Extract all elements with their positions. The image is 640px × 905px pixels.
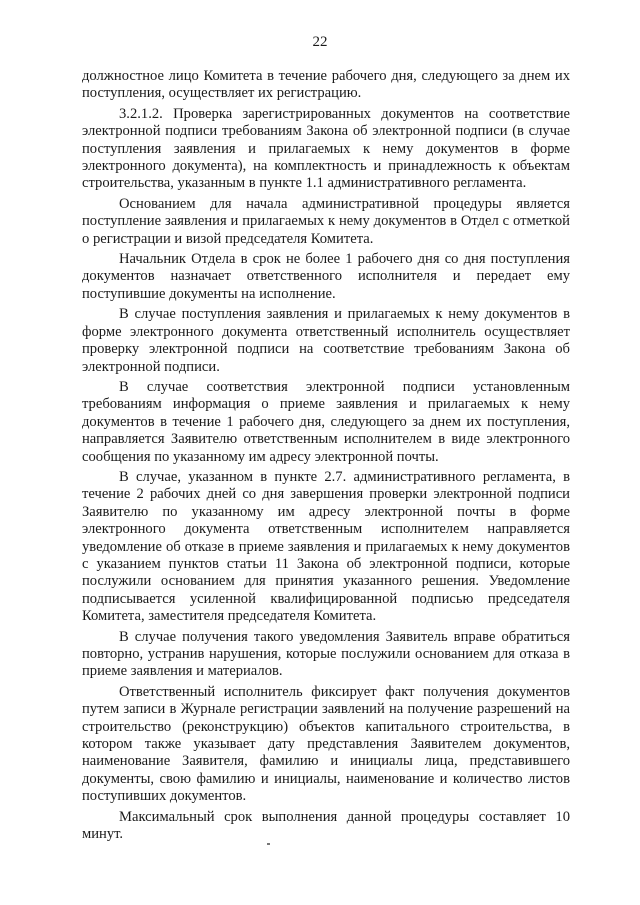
paragraph-reapplication: В случае получения такого уведомления Заявитель вправе обратиться повторно, устранив нарушения, которые послужили основанием для отказа в приеме заявления и материалов. xyxy=(82,628,570,680)
paragraph-procedure-basis: Основанием для начала административной процедуры является поступление заявления и прилагаемых к нему документов в Отдел с отметкой о регистрации и визой председателя Комитета. xyxy=(82,195,570,247)
paragraph-acceptance-notice: В случае соответствия электронной подписи установленным требованиям информация о приеме заявления и прилагаемых к нему документов в течение 1 рабочего дня, следующего за днем их поступления, направляется Заявителю ответственным исполнителем в виде электронного сообщения по указанному им адресу электронной почты. xyxy=(82,378,570,465)
paragraph-3-2-1-2-verification: 3.2.1.2. Проверка зарегистрированных документов на соответствие электронной подписи требованиям Закона об электронной подписи (в случае поступления заявления и прилагаемых к нему документов в форме электронного документа), на комплектность и принадлежность к объектам строительства, указанным в пункте 1.1 административного регламента. xyxy=(82,105,570,192)
paragraph-signature-check: В случае поступления заявления и прилагаемых к нему документов в форме электронного документа ответственный исполнитель осуществляет проверку электронной подписи на соответствие требованиям Закона об электронной подписи. xyxy=(82,306,570,375)
page-number: 22 xyxy=(312,34,328,50)
document-body xyxy=(82,68,570,843)
paragraph-head-assigns-executor: Начальник Отдела в срок не более 1 рабочего дня со дня поступления документов назначает ответственного исполнителя и передает ему поступившие документы на исполнение. xyxy=(82,251,570,302)
scan-speck xyxy=(267,843,270,845)
paragraph-registration-continuation: должностное лицо Комитета в течение рабочего дня, следующего за днем их поступления, осуществляет их регистрацию. xyxy=(82,68,570,102)
paragraph-journal-registration: Ответственный исполнитель фиксирует факт получения документов путем записи в Журнале регистрации заявлений на получение разрешений на строительство (реконструкцию) объектов капитального строительства, в котором также указывает дату представления Заявителем документов, наименование Заявителя, фамилию и инициалы лица, представившего документы, свою фамилию и инициалы, наименование и количество листов поступивших документов. xyxy=(82,683,570,805)
paragraph-refusal-notice: В случае, указанном в пункте 2.7. административного регламента, в течение 2 рабочих дней со дня завершения проверки электронной подписи Заявителю по указанному им адресу электронной почты в форме электронного документа ответственным исполнителем направляется уведомление об отказе в приеме заявления и прилагаемых к нему документов с указанием пунктов статьи 11 Закона об электронной подписи, которые послужили основанием для принятия указанного решения. Уведомление подписывается усиленной квалифицированной подписью председателя Комитета, заместителя председателя Комитета. xyxy=(82,468,570,625)
paragraph-max-duration: Максимальный срок выполнения данной процедуры составляет 10 минут. xyxy=(82,808,570,843)
